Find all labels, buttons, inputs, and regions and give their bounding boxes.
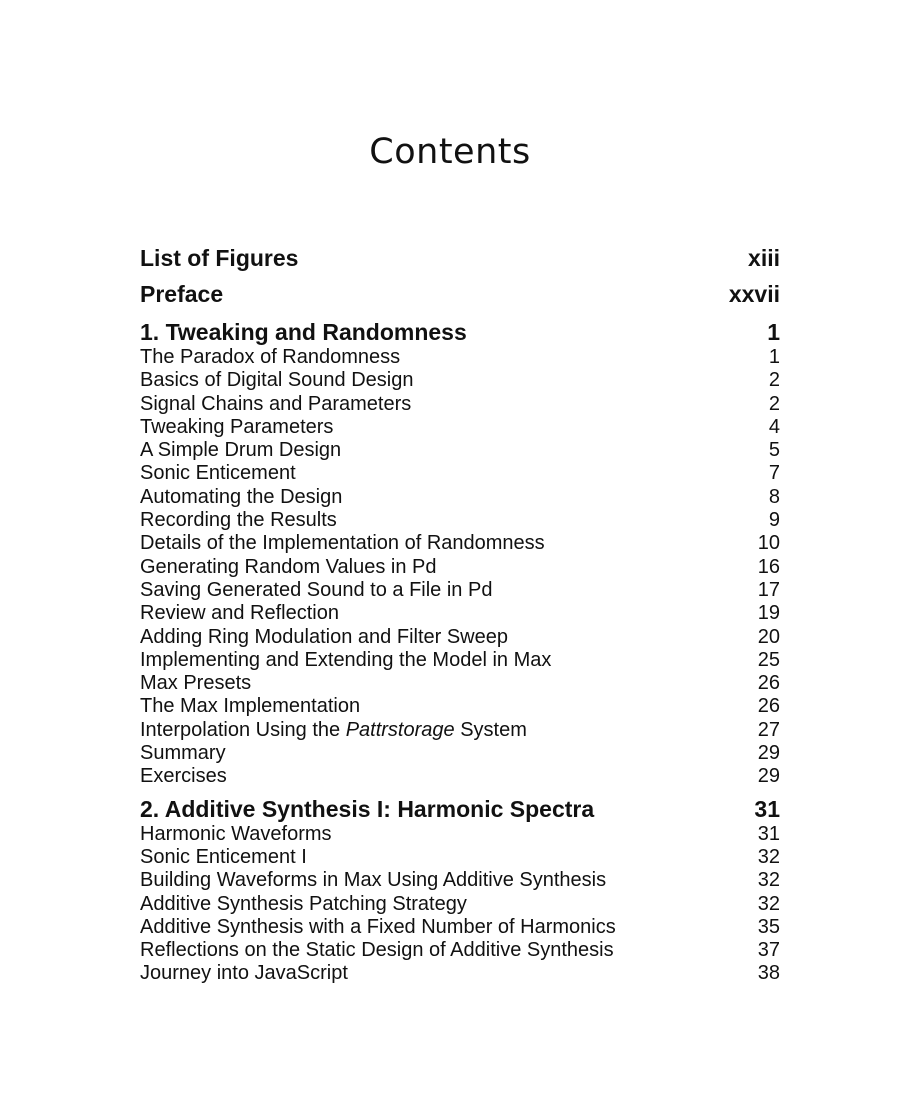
section-label: Max Presets xyxy=(140,672,252,695)
section-label-pre: Interpolation Using the xyxy=(140,718,346,741)
section-page: 7 xyxy=(768,462,780,485)
toc-section[interactable] xyxy=(140,893,780,916)
section-page: 29 xyxy=(757,765,780,788)
section-page: 4 xyxy=(768,415,780,438)
section-label: Signal Chains and Parameters xyxy=(140,392,412,415)
toc-section[interactable] xyxy=(140,532,780,555)
section-label: Journey into JavaScript xyxy=(140,962,348,985)
entry-label: List of Figures xyxy=(140,245,299,271)
section-label: The Paradox of Randomness xyxy=(140,346,401,368)
section-label: The Max Implementation xyxy=(140,695,361,718)
section-label: Additive Synthesis with a Fixed Number of Harmonics xyxy=(140,915,616,938)
section-label: Review and Reflection xyxy=(140,602,339,625)
section-label: Sonic Enticement I xyxy=(140,845,307,868)
toc-section[interactable] xyxy=(140,462,780,485)
toc-section[interactable] xyxy=(140,346,780,369)
section-label: Building Waveforms in Max Using Additive Synthesis xyxy=(140,869,607,892)
section-page: 2 xyxy=(768,392,780,415)
section-page: 1 xyxy=(768,346,780,368)
section-label: Automating the Design xyxy=(140,485,343,508)
toc-section[interactable] xyxy=(140,765,780,788)
toc-section[interactable] xyxy=(140,719,780,742)
toc-section[interactable] xyxy=(140,916,780,939)
toc-section[interactable] xyxy=(140,579,780,602)
entry-page: xiii xyxy=(748,245,780,271)
section-label: Implementing and Extending the Model in Max xyxy=(140,648,552,671)
section-label-post: System xyxy=(454,718,527,741)
chapter-label: 2. Additive Synthesis I: Harmonic Spectra xyxy=(140,795,595,822)
section-page: 26 xyxy=(757,672,780,695)
section-label: Recording the Results xyxy=(140,509,337,532)
section-label: Generating Random Values in Pd xyxy=(140,555,437,578)
section-label: Reflections on the Static Design of Additive Synthesis xyxy=(140,939,614,962)
toc-section[interactable] xyxy=(140,962,780,985)
chapter-label: 1. Tweaking and Randomness xyxy=(140,319,467,345)
chapter-page: 1 xyxy=(767,319,780,345)
toc-section[interactable] xyxy=(140,509,780,532)
entry-label: Preface xyxy=(140,281,224,307)
section-page: 16 xyxy=(757,555,780,578)
toc-section[interactable] xyxy=(140,416,780,439)
toc-chapter-1[interactable] xyxy=(140,318,780,346)
section-label: Summary xyxy=(140,742,226,765)
toc-section[interactable] xyxy=(140,439,780,462)
toc-entry-preface[interactable] xyxy=(140,276,780,312)
section-page: 25 xyxy=(757,648,780,671)
section-page: 31 xyxy=(757,822,780,845)
section-page: 32 xyxy=(757,892,780,915)
toc-section[interactable] xyxy=(140,695,780,718)
section-label: Basics of Digital Sound Design xyxy=(140,369,414,392)
table-of-contents xyxy=(140,240,780,986)
section-page: 19 xyxy=(757,602,780,625)
section-label: Harmonic Waveforms xyxy=(140,822,332,845)
toc-section[interactable] xyxy=(140,393,780,416)
toc-entry-list-of-figures[interactable] xyxy=(140,240,780,276)
section-page: 9 xyxy=(768,509,780,532)
section-page: 32 xyxy=(757,869,780,892)
section-page: 26 xyxy=(757,695,780,718)
section-label: Details of the Implementation of Randomness xyxy=(140,532,545,555)
section-page: 20 xyxy=(757,625,780,648)
section-label: Exercises xyxy=(140,765,227,788)
section-page: 32 xyxy=(757,845,780,868)
toc-section[interactable] xyxy=(140,626,780,649)
section-label: Adding Ring Modulation and Filter Sweep xyxy=(140,625,508,648)
section-label: Saving Generated Sound to a File in Pd xyxy=(140,578,493,601)
section-label: Tweaking Parameters xyxy=(140,415,334,438)
section-label: Additive Synthesis Patching Strategy xyxy=(140,892,467,915)
toc-chapter-2[interactable] xyxy=(140,795,780,823)
toc-section[interactable] xyxy=(140,939,780,962)
section-label: A Simple Drum Design xyxy=(140,439,342,462)
toc-section[interactable] xyxy=(140,846,780,869)
section-page: 27 xyxy=(757,718,780,741)
section-page: 37 xyxy=(757,939,780,962)
section-page: 8 xyxy=(768,485,780,508)
section-label: Sonic Enticement xyxy=(140,462,296,485)
toc-section[interactable] xyxy=(140,823,780,846)
toc-section[interactable] xyxy=(140,649,780,672)
toc-section[interactable] xyxy=(140,486,780,509)
toc-section[interactable] xyxy=(140,869,780,892)
section-page: 29 xyxy=(757,742,780,765)
toc-section[interactable] xyxy=(140,556,780,579)
section-page: 5 xyxy=(768,439,780,462)
section-page: 17 xyxy=(757,578,780,601)
section-page: 2 xyxy=(768,369,780,392)
section-page: 35 xyxy=(757,915,780,938)
toc-section[interactable] xyxy=(140,672,780,695)
toc-section[interactable] xyxy=(140,369,780,392)
entry-page: xxvii xyxy=(728,281,780,307)
section-label-emphasis: Pattrstorage xyxy=(345,718,455,741)
section-page: 38 xyxy=(757,962,780,985)
section-label xyxy=(140,719,527,742)
toc-section[interactable] xyxy=(140,602,780,625)
page-title: Contents xyxy=(369,132,531,172)
toc-section[interactable] xyxy=(140,742,780,765)
chapter-page: 31 xyxy=(754,795,780,822)
section-page: 10 xyxy=(757,532,780,555)
